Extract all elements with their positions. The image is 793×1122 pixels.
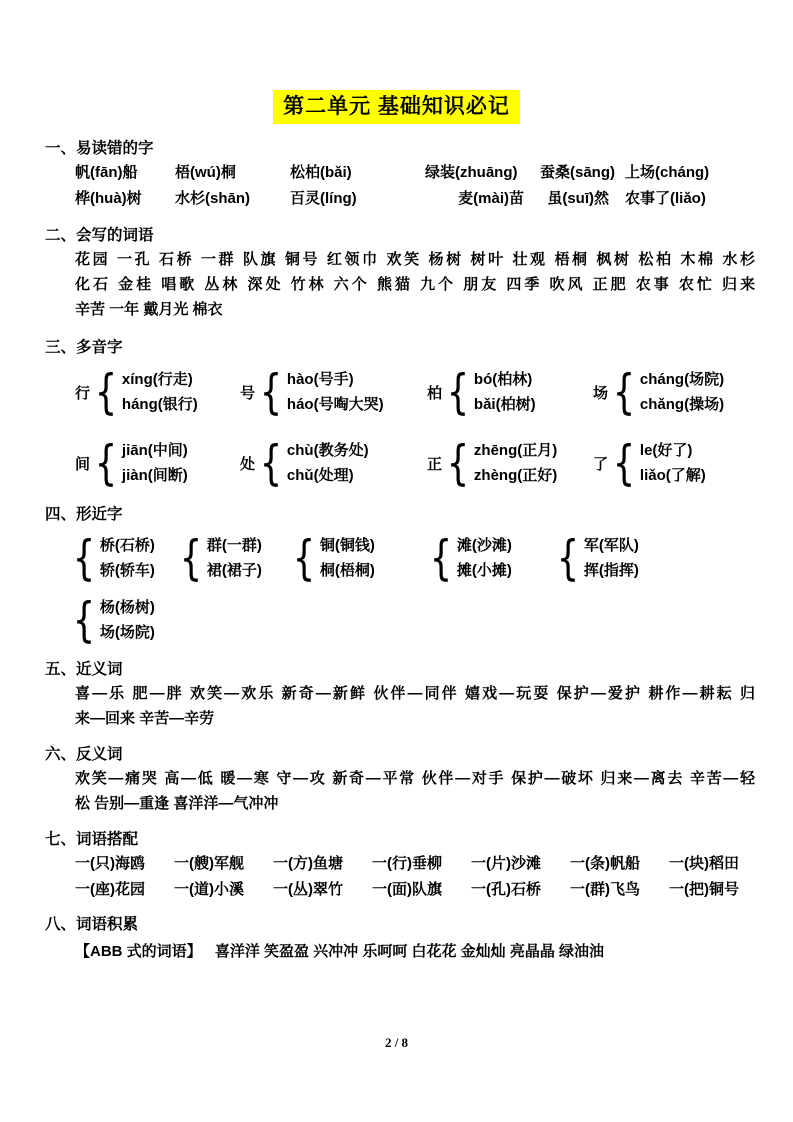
- collocation-row: [75, 877, 755, 903]
- polyphone-reading: bǎi(柏树): [473, 396, 536, 413]
- brace-icon: {: [72, 530, 96, 586]
- pair-word: 场(场院): [99, 624, 155, 641]
- word-item: 麦(mài)苗: [458, 190, 524, 207]
- section-word-collocations: [45, 829, 755, 903]
- abb-line: [75, 939, 755, 964]
- word-item: 上场(cháng): [625, 164, 710, 181]
- word-item: 松柏(bǎi): [290, 164, 352, 181]
- polyphone-reading: chǔ(处理): [286, 467, 354, 484]
- word-item: 百灵(líng): [290, 190, 357, 207]
- section-heading: 三、多音字: [45, 339, 123, 356]
- brace-icon: {: [259, 364, 283, 420]
- word-item: 水杉(shān): [175, 190, 251, 207]
- pair-word: 挥(指挥): [583, 562, 639, 579]
- polyphone-reading: bó(柏林): [473, 371, 533, 388]
- polyphone-reading: chù(教务处): [286, 442, 369, 459]
- word-item: 虽(suī)然: [547, 190, 609, 207]
- pair-word: 杨(杨树): [99, 599, 155, 616]
- polyphone-reading: le(好了): [639, 442, 693, 459]
- section-antonyms: [45, 744, 755, 816]
- polyphone-group: [75, 364, 240, 420]
- collocation-item: 一(条)帆船: [570, 855, 640, 872]
- collocation-item: 一(群)飞鸟: [570, 881, 640, 898]
- brace-icon: {: [179, 530, 203, 586]
- polyphone-reading: háo(号啕大哭): [286, 396, 384, 413]
- word-line: 松 告别—重逢 喜洋洋—气冲冲: [75, 795, 279, 812]
- pair-word: 滩(沙滩): [456, 537, 512, 554]
- brace-icon: {: [292, 530, 316, 586]
- brace-icon: {: [556, 530, 580, 586]
- word-item: 绿装(zhuāng): [425, 164, 518, 181]
- section-similar-characters: [45, 504, 755, 648]
- word-line: 辛苦 一年 戴月光 棉衣: [75, 301, 223, 318]
- collocation-item: 一(面)队旗: [372, 881, 442, 898]
- page-number: 2 / 8: [384, 1035, 409, 1050]
- polyphone-char: 正: [427, 455, 443, 473]
- collocation-item: 一(把)铜号: [669, 881, 739, 898]
- pair-row: [68, 592, 755, 648]
- polyphone-reading: chǎng(操场): [639, 396, 725, 413]
- polyphone-group: [240, 364, 427, 420]
- word-item: 农事了(liǎo): [625, 190, 706, 207]
- polyphone-group: [427, 364, 593, 420]
- pair-row: [68, 530, 755, 586]
- pair-word: 轿(轿车): [99, 562, 155, 579]
- brace-icon: {: [612, 364, 636, 420]
- polyphone-char: 处: [240, 455, 256, 473]
- pair-word: 桥(石桥): [99, 537, 155, 554]
- polyphone-reading: liǎo(了解): [639, 467, 706, 484]
- brace-icon: {: [429, 530, 453, 586]
- polyphone-group: [240, 435, 427, 491]
- section-heading: 七、词语搭配: [45, 831, 139, 848]
- section-word-accumulation: [45, 914, 755, 964]
- similar-pair: [68, 530, 175, 586]
- polyphone-reading: xíng(行走): [121, 371, 193, 388]
- word-item: 梧(wú)桐: [175, 164, 236, 181]
- word-item: 帆(fān)船: [75, 164, 138, 181]
- collocation-item: 一(只)海鸥: [75, 855, 145, 872]
- polyphone-reading: háng(银行): [121, 396, 198, 413]
- collocation-item: 一(座)花园: [75, 881, 145, 898]
- polyphone-reading: cháng(场院): [639, 371, 725, 388]
- section-easily-misread-characters: [45, 138, 755, 212]
- similar-pair: [425, 530, 552, 586]
- section-synonyms: [45, 659, 755, 731]
- section-heading: 五、近义词: [45, 661, 123, 678]
- word-line: 化石 金桂 唱歌 丛林 深处 竹林 六个 熊猫 九个 朋友 四季 吹风 正肥 农事 农忙 归来: [75, 276, 755, 293]
- brace-icon: {: [446, 435, 470, 491]
- brace-icon: {: [94, 364, 118, 420]
- collocation-row: [75, 851, 755, 877]
- collocation-item: 一(行)垂柳: [372, 855, 442, 872]
- pair-word: 裙(裙子): [206, 562, 262, 579]
- similar-pair: [552, 530, 755, 586]
- collocation-item: 一(丛)翠竹: [273, 881, 343, 898]
- polyphone-reading: zhèng(正好): [473, 467, 558, 484]
- pair-word: 摊(小摊): [456, 562, 512, 579]
- word-item: 蚕桑(sāng): [540, 164, 616, 181]
- section-heading: 二、会写的词语: [45, 227, 154, 244]
- word-line: 欢笑—痛哭 高—低 暖—寒 守—攻 新奇—平常 伙伴—对手 保护—破坏 归来—离去 辛苦—轻: [75, 770, 755, 787]
- polyphone-group: [427, 435, 593, 491]
- polyphone-char: 间: [75, 455, 91, 473]
- polyphone-char: 行: [75, 384, 91, 402]
- section-polyphonic-characters: [45, 337, 755, 491]
- word-item: 桦(huà)树: [75, 190, 142, 207]
- section-heading: 六、反义词: [45, 746, 123, 763]
- section-heading: 八、词语积累: [45, 916, 139, 933]
- polyphone-char: 柏: [427, 384, 443, 402]
- polyphone-reading: jiàn(间断): [121, 467, 188, 484]
- pair-word: 军(军队): [583, 537, 639, 554]
- brace-icon: {: [72, 592, 96, 648]
- pair-word: 铜(铜钱): [319, 537, 375, 554]
- abb-words: 喜洋洋 笑盈盈 兴冲冲 乐呵呵 白花花 金灿灿 亮晶晶 绿油油: [214, 943, 605, 960]
- polyphone-group: [75, 435, 240, 491]
- section-words-to-write: [45, 225, 755, 322]
- polyphone-row: [75, 364, 755, 420]
- brace-icon: {: [612, 435, 636, 491]
- polyphone-char: 号: [240, 384, 256, 402]
- page-title: 第二单元 基础知识必记: [273, 90, 520, 124]
- polyphone-reading: jiān(中间): [121, 442, 188, 459]
- word-row: [75, 186, 755, 212]
- polyphone-reading: hào(号手): [286, 371, 354, 388]
- similar-pair: [288, 530, 425, 586]
- title-area: [0, 0, 793, 124]
- brace-icon: {: [446, 364, 470, 420]
- collocation-item: 一(艘)军舰: [174, 855, 244, 872]
- polyphone-group: [593, 435, 755, 491]
- word-line: 花园 一孔 石桥 一群 队旗 铜号 红领巾 欢笑 杨树 树叶 壮观 梧桐 枫树 松柏 木棉 水杉: [75, 251, 755, 268]
- word-line: 喜—乐 肥—胖 欢笑—欢乐 新奇—新鲜 伙伴—同伴 嬉戏—玩耍 保护—爱护 耕作—耕耘 归: [75, 685, 755, 702]
- polyphone-reading: zhēng(正月): [473, 442, 558, 459]
- collocation-item: 一(方)鱼塘: [273, 855, 343, 872]
- collocation-item: 一(道)小溪: [174, 881, 244, 898]
- brace-icon: {: [259, 435, 283, 491]
- brace-icon: {: [94, 435, 118, 491]
- word-row: [75, 160, 755, 186]
- collocation-item: 一(块)稻田: [669, 855, 739, 872]
- section-heading: 一、易读错的字: [45, 140, 154, 157]
- abb-label: 【ABB 式的词语】: [75, 943, 202, 960]
- similar-pair: [175, 530, 288, 586]
- polyphone-row: [75, 435, 755, 491]
- word-line: 来—回来 辛苦—辛劳: [75, 710, 215, 727]
- polyphone-char: 场: [593, 384, 609, 402]
- pair-word: 群(一群): [206, 537, 262, 554]
- polyphone-group: [593, 364, 755, 420]
- polyphone-char: 了: [593, 455, 609, 473]
- collocation-item: 一(片)沙滩: [471, 855, 541, 872]
- similar-pair: [68, 592, 155, 648]
- section-heading: 四、形近字: [45, 506, 123, 523]
- pair-word: 桐(梧桐): [319, 562, 375, 579]
- collocation-item: 一(孔)石桥: [471, 881, 541, 898]
